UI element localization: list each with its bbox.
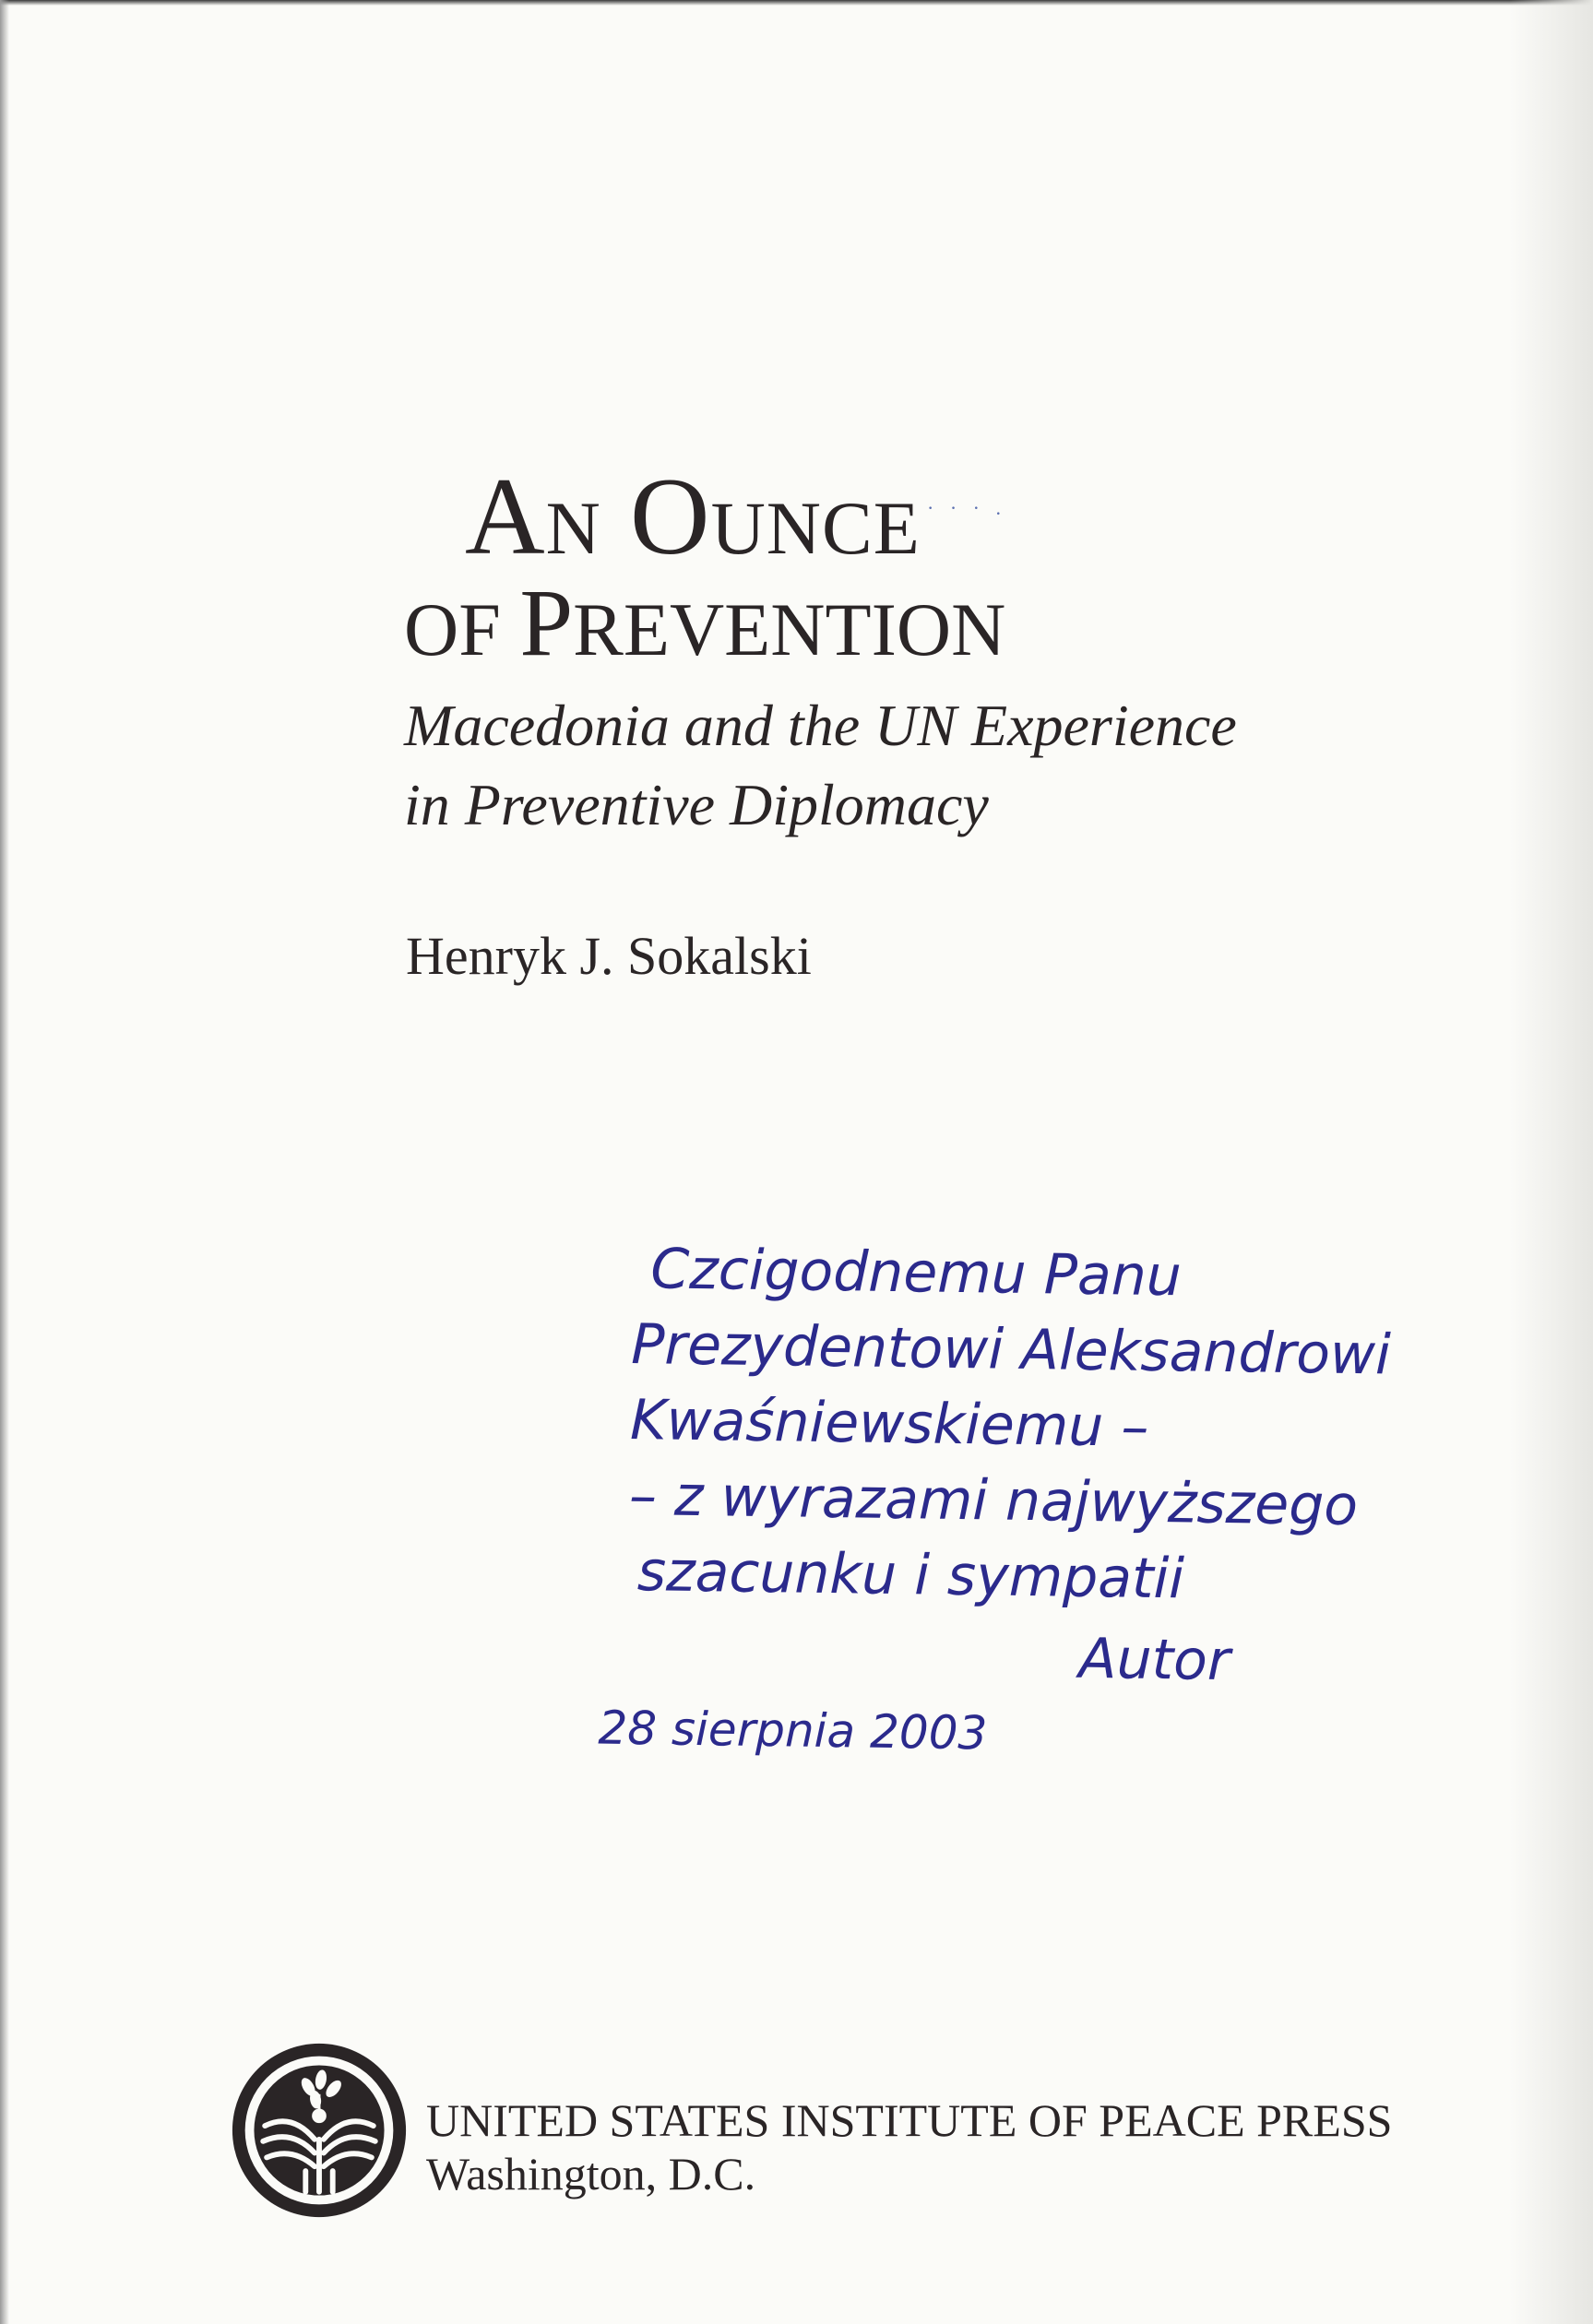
subtitle-line-1: Macedonia and the UN Experience (404, 693, 1237, 758)
title-cap-o: O (629, 455, 711, 577)
publisher-city: Washington, D.C. (426, 2148, 756, 2200)
dedication-line-5: szacunku i sympatii (636, 1539, 1185, 1612)
book-subtitle (404, 686, 1326, 845)
dedication-line-1: Czcigodnemu Panu (649, 1237, 1183, 1310)
dedication-line-4: – z wyrazami najwyższego (628, 1463, 1359, 1539)
title-cap-a: A (465, 455, 546, 577)
ink-dots: · · · . (927, 496, 1006, 519)
title-rest-revention: REVENTION (573, 587, 1006, 671)
dedication-signature: Autor (1078, 1626, 1231, 1694)
publisher-block (426, 2093, 1392, 2200)
page-top-edge (0, 0, 1593, 6)
title-of: OF (404, 587, 520, 671)
page-left-edge (0, 0, 9, 2324)
title-block (404, 455, 1326, 845)
subtitle-line-2: in Preventive Diplomacy (404, 772, 989, 837)
title-cap-p: P (519, 570, 574, 676)
title-rest-n: N (545, 486, 601, 570)
dedication-line-2: Prezydentowi Aleksandrowi (630, 1311, 1392, 1388)
page-right-shadow (1510, 0, 1593, 2324)
book-title-line-2 (404, 570, 1326, 681)
handwritten-dedication (598, 1231, 1393, 1776)
book-title-line-1 (465, 455, 1326, 584)
dedication-date: 28 sierpnia 2003 (598, 1701, 988, 1761)
usip-dove-logo-icon (229, 2040, 410, 2221)
title-rest-unce: UNCE (710, 486, 921, 570)
author-name: Henryk J. Sokalski (406, 926, 812, 986)
dedication-line-3: Kwaśniewskiemu – (629, 1387, 1149, 1460)
publisher-name: UNITED STATES INSTITUTE OF PEACE PRESS (426, 2094, 1393, 2146)
